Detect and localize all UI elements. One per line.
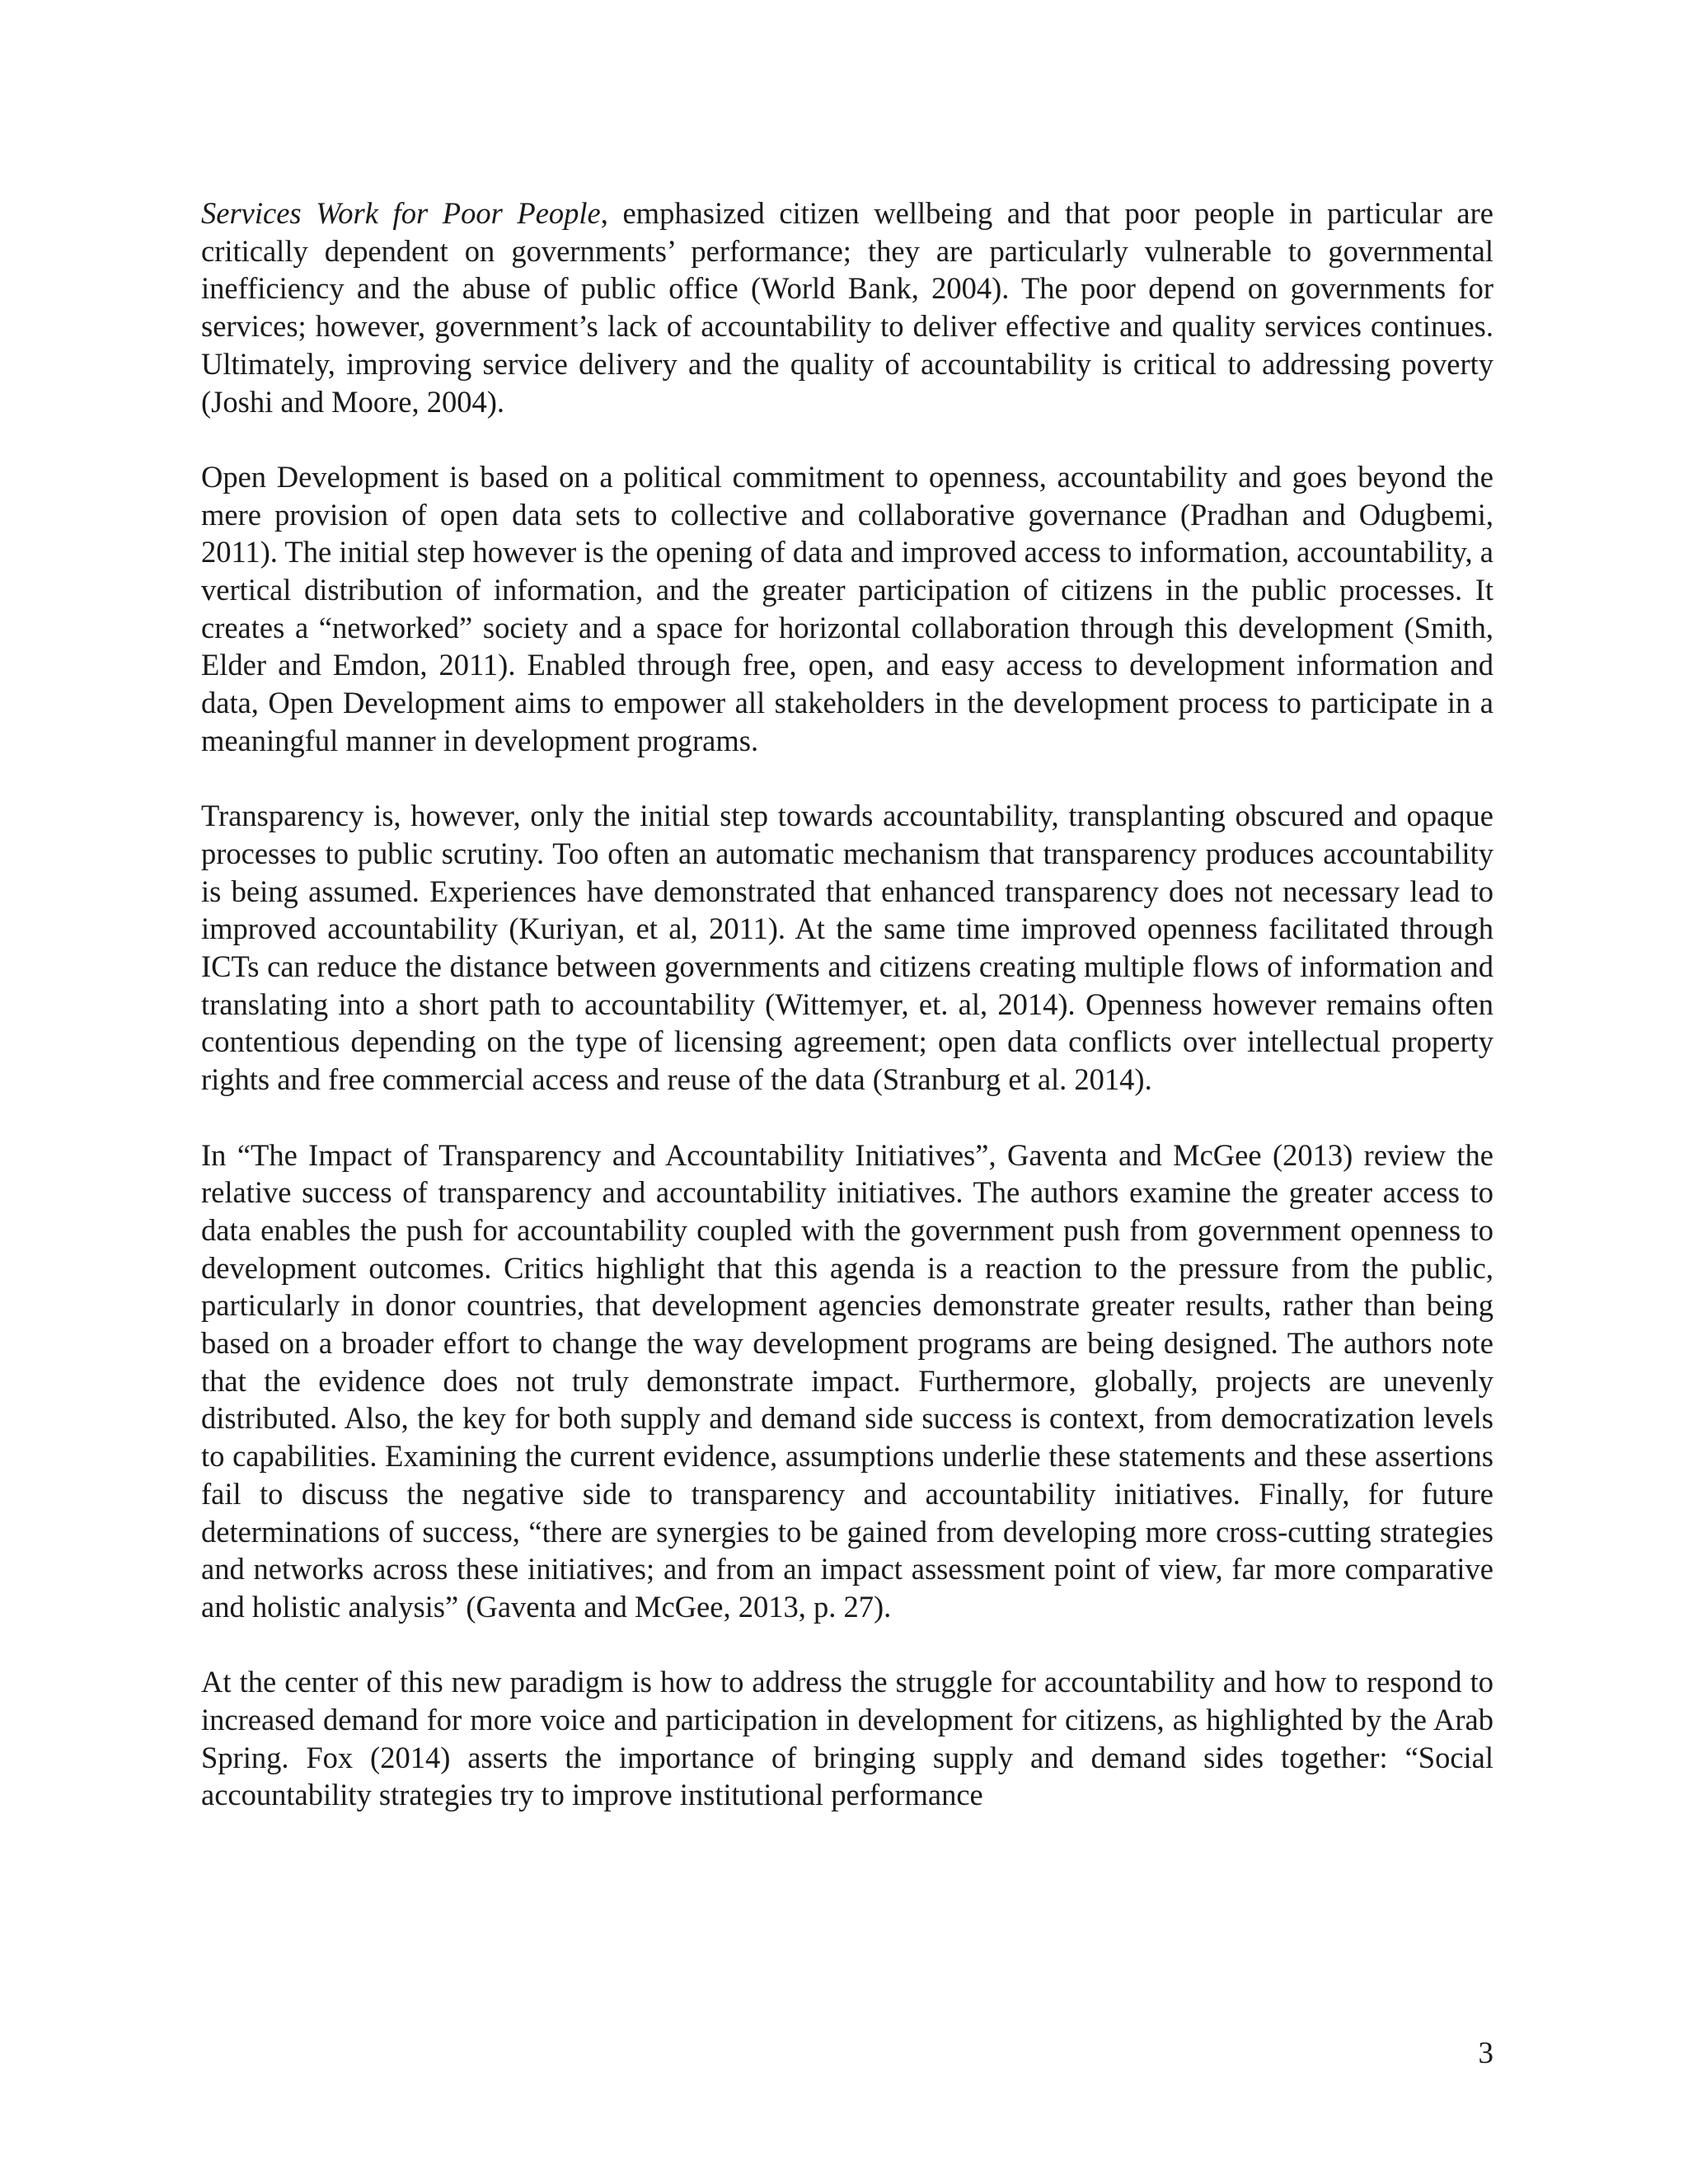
paragraph-4: In “The Impact of Transparency and Accountability Initiatives”, Gaventa and McGee (2013) review the relative success of transparency and accountability initiatives. The authors examine the greater access to data enables the push for accountability coupled with the government push from government openness to development outcomes. Critics highlight that this agenda is a reaction to the pressure from the public, particularly in donor countries, that development agencies demonstrate greater results, rather than being based on a broader effort to change the way development programs are being designed. The authors note that the evidence does not truly demonstrate impact. Furthermore, globally, projects are unevenly distributed. Also, the key for both supply and demand side success is context, from democratization levels to capabilities. Examining the current evidence, assumptions underlie these statements and these assertions fail to discuss the negative side to transparency and accountability initiatives. Finally, for future determinations of success, “there are synergies to be gained from developing more cross-cutting strategies and networks across these initiatives; and from an impact assessment point of view, far more comparative and holistic analysis” (Gaventa and McGee, 2013, p. 27).: [201, 1137, 1493, 1624]
book-title: Services Work for Poor People: [201, 196, 601, 230]
paragraph-2: Open Development is based on a political commitment to openness, accountability and goes beyond the mere provision of open data sets to collective and collaborative governance (Pradhan and Odugbemi, 2011). The initial step however is the opening of data and improved access to information, accountability, a vertical distribution of information, and the greater participation of citizens in the public processes. It creates a “networked” society and a space for horizontal collaboration through this development (Smith, Elder and Emdon, 2011). Enabled through free, open, and easy access to development information and data, Open Development aims to empower all stakeholders in the development process to participate in a meaningful manner in development programs.: [201, 459, 1493, 757]
paragraph-1: [201, 194, 1493, 420]
paragraph-3: Transparency is, however, only the initial step towards accountability, transplanting obscured and opaque processes to public scrutiny. Too often an automatic mechanism that transparency produces accountability is being assumed. Experiences have demonstrated that enhanced transparency does not necessary lead to improved accountability (Kuriyan, et al, 2011). At the same time improved openness facilitated through ICTs can reduce the distance between governments and citizens creating multiple flows of information and translating into a short path to accountability (Wittemyer, et. al, 2014). Openness however remains often contentious depending on the type of licensing agreement; open data conflicts over intellectual property rights and free commercial access and reuse of the data (Stranburg et al. 2014).: [201, 799, 1493, 1097]
paragraph-5: At the center of this new paradigm is how to address the struggle for accountability and how to respond to increased demand for more voice and participation in development for citizens, as highlighted by the Arab Spring. Fox (2014) asserts the importance of bringing supply and demand sides together: “Social accountability strategies try to improve institutional performance: [201, 1665, 1493, 1812]
body-text: [201, 194, 1493, 1814]
page-number: 3: [1478, 2036, 1493, 2070]
paragraph-1-text: , emphasized citizen wellbeing and that poor people in particular are critically dependent on governments’ performance; they are particularly vulnerable to governmental inefficiency and the abuse of public office (World Bank, 2004). The poor depend on governments for services; however, government’s lack of accountability to deliver effective and quality services continues. Ultimately, improving service delivery and the quality of accountability is critical to addressing poverty (Joshi and Moore, 2004).: [201, 196, 1493, 419]
